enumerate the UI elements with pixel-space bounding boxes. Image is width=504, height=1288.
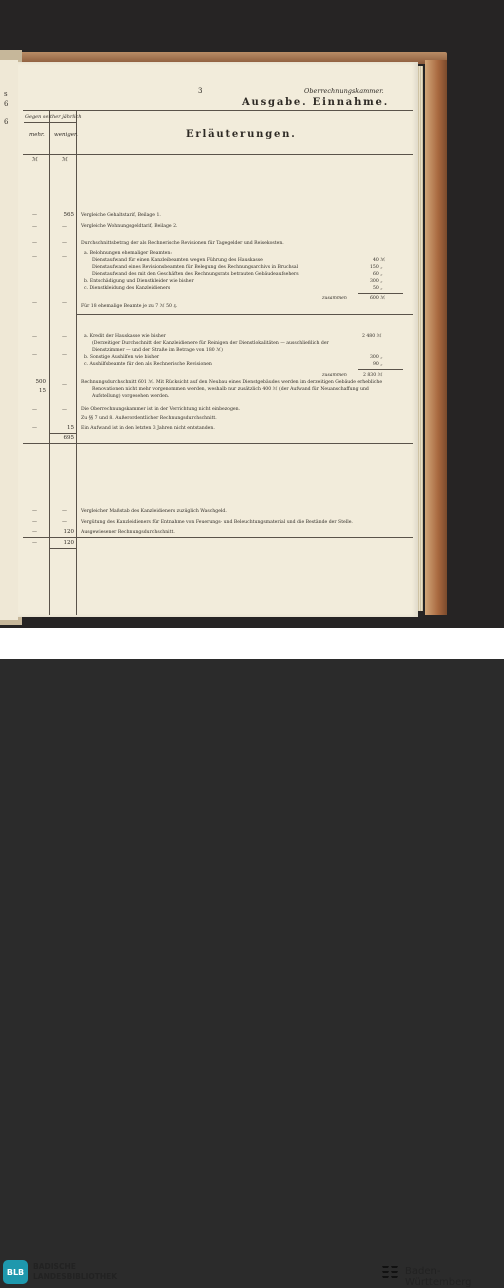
dash-mark: — — [32, 540, 37, 546]
explanation-line: Aufstellung) vorgesehen werden. — [92, 394, 170, 399]
amount: 50 „ — [373, 286, 383, 291]
library-name-line1: BADISCHE — [33, 1262, 76, 1271]
dash-mark: — — [32, 407, 37, 413]
page-title: Ausgabe. Einnahme. — [242, 97, 389, 108]
explanation-line: Rechnungsdurchschnitt 601 ℳ. Mit Rücksicht auf den Neubau eines Dienstgebäudes werden im derzeitigen Gebäude erhebliche — [81, 380, 383, 385]
row-more-value: 500 — [35, 379, 46, 385]
total-rule — [50, 548, 76, 549]
amount: 2 480 ℳ — [362, 334, 382, 339]
col-header-explanations: Erläuterungen. — [186, 129, 297, 140]
book-cover-right — [425, 60, 447, 615]
explanation-text: Vergütung des Kanzleidieners für Entnahme von Feuerungs- und Beleuchtungsmaterial und die Bestände der Stelle. — [81, 520, 353, 525]
explanation-text: Ein Aufwand ist in den letzten 3 Jahren nicht entstanden. — [81, 426, 215, 431]
amount: 300 „ — [370, 279, 383, 284]
section-rule — [76, 314, 413, 315]
row-less-value: 15 — [67, 425, 74, 431]
section-rule — [23, 443, 413, 444]
explanation-line: Dienstaufwand für einen Kanzleibeamten wegen Führung des Hauskasse — [92, 258, 263, 263]
dash-mark: — — [62, 382, 67, 388]
left-page-edge — [0, 60, 18, 620]
sum-label: zusammen — [322, 296, 347, 301]
explanation-line: a. Kredit der Hauskasse wie bisher — [84, 334, 166, 339]
amount: 150 „ — [370, 265, 383, 270]
explanation-line: b. Sonstige Aushilfen wie bisher — [84, 355, 160, 360]
sum-label: zusammen — [322, 373, 347, 378]
dash-mark: — — [32, 529, 37, 535]
table-header-rule — [23, 154, 413, 155]
dash-mark: — — [62, 508, 67, 514]
sum-amount: 600 ℳ — [370, 296, 386, 301]
document-page — [18, 62, 418, 617]
explanation-text: Für 18 ehemalige Beamte je zu 7 ℳ 50 ₰. — [81, 304, 178, 309]
amount: 40 ℳ — [373, 258, 386, 263]
dash-mark: — — [32, 254, 37, 260]
amount: 60 „ — [373, 272, 383, 277]
left-page-mark: 6 — [4, 118, 9, 126]
row-less-value: 565 — [63, 212, 74, 218]
unit-more: ℳ — [32, 157, 38, 163]
dash-mark: — — [62, 224, 67, 230]
library-name-line2: LANDESBIBLIOTHEK — [33, 1272, 118, 1281]
dash-mark: — — [62, 334, 67, 340]
sum-rule — [358, 369, 403, 370]
dash-mark: — — [62, 240, 67, 246]
left-page-mark: 6 — [4, 100, 9, 108]
footer-bar — [0, 628, 504, 1288]
explanation-text: a. Belohnungen ehemaliger Beamten: — [84, 251, 172, 256]
dash-mark: — — [32, 519, 37, 525]
dash-mark: — — [62, 352, 67, 358]
sum-amount: 2 830 ℳ — [363, 373, 383, 378]
table-top-rule — [23, 110, 413, 111]
explanation-line: Dienstaufwand eines Revisionsbeamten für Belegung des Rechnungsarchivs in Bruchsal — [92, 265, 299, 270]
explanation-line: Renovationen nicht mehr vorgenommen werden, weshalb nur zusätzlich 400 ℳ (der Aufwand für Neuanschaffung und — [92, 387, 369, 392]
explanation-line: Dienstaufwand des mit den Geschäften des Rechnungsrats betrauten Gebäudeaufsehers — [92, 272, 299, 277]
state-lions-icon — [380, 1262, 400, 1282]
explanation-text: Durchschnittsbetrag der als Rechnerische Revisionen für Tagegelder und Reisekosten. — [81, 241, 284, 246]
state-name[interactable]: Baden-Württemberg — [405, 1266, 472, 1288]
explanation-text: Zu §§ 7 und 8. Außerordentlicher Rechnungsdurchschnitt. — [81, 416, 217, 421]
column-divider — [76, 110, 77, 615]
explanation-text: Vergleicher Maßstab des Kanzleidieners zuzüglich Waschgeld. — [81, 509, 227, 514]
total-less-value: 695 — [63, 435, 74, 441]
dash-mark: — — [32, 300, 37, 306]
explanation-text: Vergleiche Wohnungsgeldtarif, Beilage 2. — [81, 224, 178, 229]
scanned-book-image — [0, 0, 504, 628]
unit-less: ℳ — [62, 157, 68, 163]
dash-mark: — — [32, 508, 37, 514]
dash-mark: — — [32, 334, 37, 340]
explanation-text: Die Oberrechnungskammer ist in der Verrichtung nicht einbezogen. — [81, 407, 241, 412]
group-header-label: Gegen seither jährlich — [25, 114, 82, 120]
total-rule — [50, 433, 76, 434]
blb-logo[interactable]: BLB — [3, 1260, 28, 1284]
row-more-value: 15 — [39, 388, 46, 394]
col-header-less: weniger. — [54, 132, 78, 138]
dash-mark: — — [32, 224, 37, 230]
page-number: 3 — [198, 87, 203, 95]
dash-mark: — — [32, 352, 37, 358]
explanation-text: Vergleiche Gehaltstarif, Beilage 1. — [81, 213, 161, 218]
row-less-value: 120 — [63, 529, 74, 535]
dash-mark: — — [62, 519, 67, 525]
dash-mark: — — [62, 407, 67, 413]
left-page-mark: s — [4, 90, 8, 98]
dash-mark: — — [32, 212, 37, 218]
running-head: Oberrechnungskammer. — [304, 87, 384, 95]
col-header-more: mehr. — [29, 132, 45, 138]
dash-mark: — — [62, 254, 67, 260]
dash-mark: — — [32, 240, 37, 246]
explanation-line: (Derzeitiger Durchschnitt der Kanzleidienere für Reinigen der Dienstlokalitäten — ausschließlich der — [92, 341, 329, 346]
explanation-line: c. Dienstkleidung des Kanzleidieners — [84, 286, 171, 291]
sum-rule — [358, 293, 403, 294]
explanation-text: Ausgewiesener Rechnungsdurchschnitt. — [81, 530, 175, 535]
group-header-rule — [24, 122, 76, 123]
explanation-line: c. Aushilfsbeamte für den als Rechnerische Revisionen — [84, 362, 212, 367]
section-rule — [23, 537, 413, 538]
dash-mark: — — [62, 300, 67, 306]
amount: 90 „ — [373, 362, 383, 367]
explanation-line: b. Entschädigung und Dienstkleider wie bisher — [84, 279, 194, 284]
dash-mark: — — [32, 425, 37, 431]
row-less-value: 120 — [63, 540, 74, 546]
amount: 300 „ — [370, 355, 383, 360]
explanation-line: Dienstzimmer — und der Straße im Betrage von 180 ℳ) — [92, 348, 223, 353]
